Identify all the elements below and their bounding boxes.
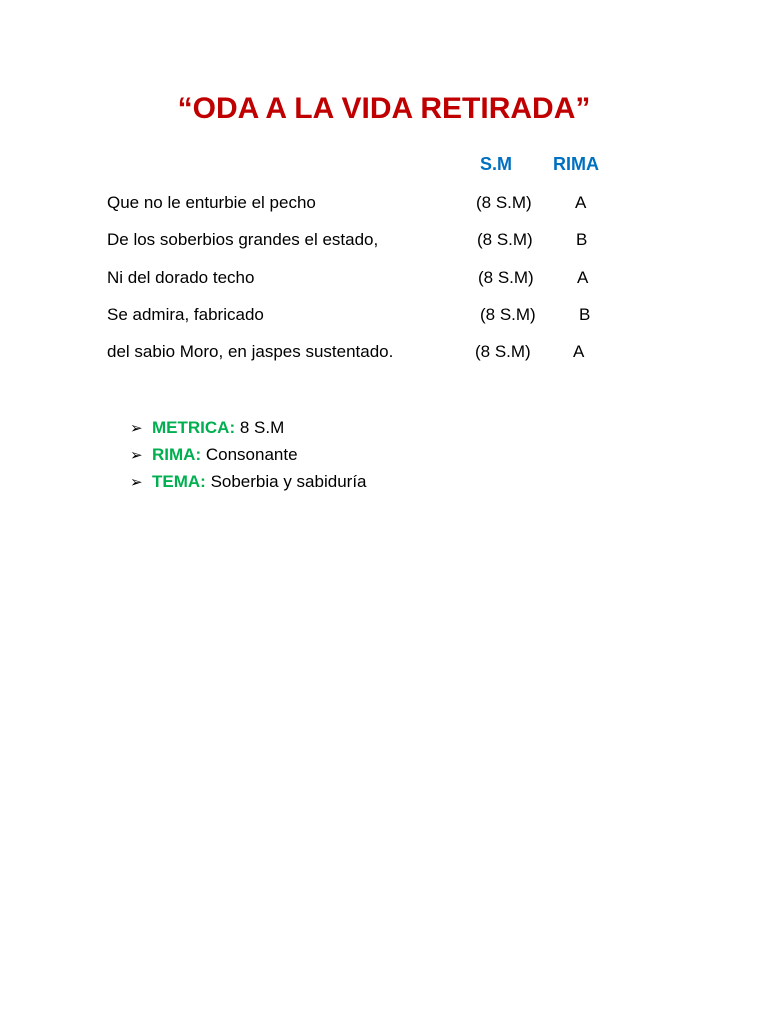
verse-row [0, 342, 768, 366]
page-title: “ODA A LA VIDA RETIRADA” [177, 92, 591, 125]
summary-item-rima [130, 445, 367, 472]
verse-rhyme: B [576, 230, 588, 249]
summary-list [130, 418, 367, 499]
summary-label: RIMA: [152, 445, 202, 464]
verse-syllable-count: (8 S.M) [477, 230, 533, 249]
summary-value: Soberbia y sabiduría [210, 472, 367, 491]
verse-syllable-count: (8 S.M) [475, 342, 531, 361]
summary-label: TEMA: [152, 472, 206, 491]
verse-row [0, 305, 768, 329]
verse-row [0, 193, 768, 217]
verse-rhyme: B [579, 305, 591, 324]
column-header-rima: RIMA [553, 154, 599, 174]
arrow-bullet-icon: ➢ [130, 474, 143, 491]
verse-text: Ni del dorado techo [107, 268, 255, 287]
column-header-sm: S.M [480, 154, 513, 174]
verse-syllable-count: (8 S.M) [478, 268, 534, 287]
arrow-bullet-icon: ➢ [130, 420, 143, 437]
verse-text: De los soberbios grandes el estado, [107, 230, 379, 249]
verse-text: del sabio Moro, en jaspes sustentado. [107, 342, 394, 361]
verse-row [0, 268, 768, 292]
summary-label: METRICA: [152, 418, 236, 437]
arrow-bullet-icon: ➢ [130, 447, 143, 464]
verse-syllable-count: (8 S.M) [476, 193, 532, 212]
verse-text: Que no le enturbie el pecho [107, 193, 316, 212]
summary-value: 8 S.M [239, 418, 285, 437]
summary-item-tema [130, 472, 367, 499]
verse-text: Se admira, fabricado [107, 305, 264, 324]
verse-rhyme: A [573, 342, 585, 361]
summary-item-metrica [130, 418, 367, 445]
verse-rhyme: A [577, 268, 589, 287]
verse-row [0, 230, 768, 254]
summary-value: Consonante [205, 445, 298, 464]
verse-rhyme: A [575, 193, 587, 212]
verse-syllable-count: (8 S.M) [480, 305, 536, 324]
